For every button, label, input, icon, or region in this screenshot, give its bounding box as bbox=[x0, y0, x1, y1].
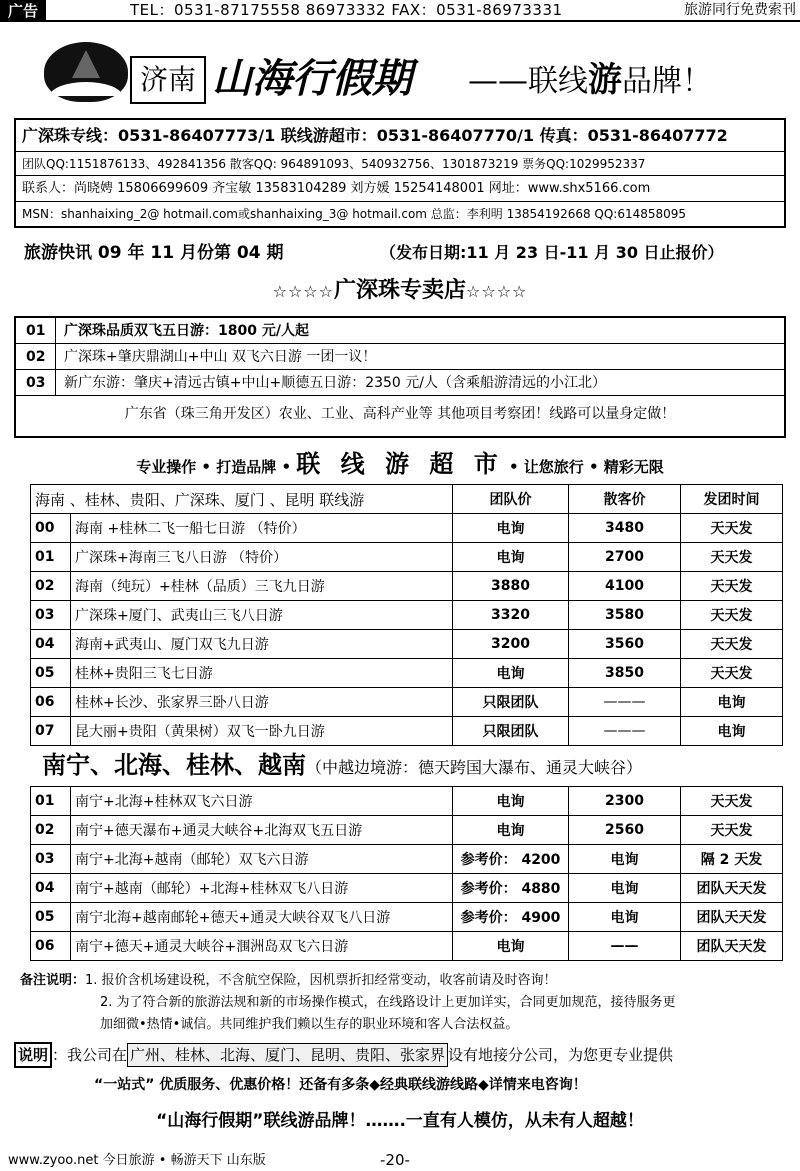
product-box bbox=[14, 316, 786, 438]
departure: 电询 bbox=[681, 717, 783, 746]
departure: 天天发 bbox=[681, 659, 783, 688]
departure: 团队天天发 bbox=[681, 903, 783, 932]
route: 海南（纯玩）+桂林（品质）三飞九日游 bbox=[71, 572, 453, 601]
single-price: 电询 bbox=[569, 903, 681, 932]
departure: 团队天天发 bbox=[681, 932, 783, 961]
departure: 天天发 bbox=[681, 816, 783, 845]
departure: 天天发 bbox=[681, 572, 783, 601]
route: 桂林+贵阳三飞七日游 bbox=[71, 659, 453, 688]
table-row bbox=[31, 903, 783, 932]
single-price: 电询 bbox=[569, 845, 681, 874]
route: 广深珠+海南三飞八日游 （特价） bbox=[71, 543, 453, 572]
explain-b: 设有地接分公司，为您更专业提供 bbox=[448, 1046, 674, 1064]
table-row bbox=[31, 816, 783, 845]
route-table-2 bbox=[30, 786, 783, 961]
explain-line-2: “一站式” 优质服务、优惠价格！还备有多条◆经典联线游线路◆详情来电咨询！ bbox=[94, 1077, 587, 1093]
table-row bbox=[31, 659, 783, 688]
single-price: ——— bbox=[569, 688, 681, 717]
product-text: 新广东游：肇庆+清远古镇+中山+顺德五日游：2350 元/人（含乘船游清远的小江北） bbox=[64, 375, 606, 391]
header-group: 团队价 bbox=[453, 485, 569, 514]
departure: 团队天天发 bbox=[681, 874, 783, 903]
note-3: 加细微•热情•诚信。共同维护我们赖以生存的职业环境和客人合法权益。 bbox=[100, 1017, 519, 1032]
news-title: 旅游快讯 09 年 11 月份第 04 期 bbox=[24, 243, 284, 263]
table-row bbox=[31, 845, 783, 874]
single-price: 2560 bbox=[569, 816, 681, 845]
slogan-a: ——联线 bbox=[468, 64, 588, 99]
row-number: 06 bbox=[31, 688, 71, 717]
news-dates: （发布日期:11 月 23 日-11 月 30 日止报价） bbox=[380, 243, 724, 262]
row-number: 05 bbox=[31, 903, 71, 932]
city-box: 济南 bbox=[130, 56, 206, 104]
group-price: 3200 bbox=[453, 630, 569, 659]
ad-label: 广告 bbox=[0, 0, 46, 22]
table-row bbox=[31, 601, 783, 630]
group-price: 电询 bbox=[453, 816, 569, 845]
single-price: —— bbox=[569, 932, 681, 961]
group-price: 电询 bbox=[453, 932, 569, 961]
row-number: 03 bbox=[31, 845, 71, 874]
mountain-icon bbox=[72, 50, 100, 78]
msn-row: MSN：shanhaixing_2@ hotmail.com或shanhaixing_3@ hotmail.com 总监：李利明 13854192668 QQ:614858095 bbox=[22, 207, 687, 221]
route: 桂林+长沙、张家界三卧八日游 bbox=[71, 688, 453, 717]
row-number: 02 bbox=[31, 572, 71, 601]
row-number: 04 bbox=[31, 630, 71, 659]
row-number: 05 bbox=[31, 659, 71, 688]
brand-name: 山海行假期 bbox=[212, 55, 412, 102]
branch-cities: 广州、桂林、北海、厦门、昆明、贵阳、张家界 bbox=[127, 1043, 448, 1067]
route: 南宁北海+越南邮轮+德天+通灵大峡谷双飞八日游 bbox=[71, 903, 453, 932]
product-text: 广深珠+肇庆鼎湖山+中山 双飞六日游 一团一议！ bbox=[64, 349, 377, 365]
single-price: 4100 bbox=[569, 572, 681, 601]
note-2: 2. 为了符合新的旅游法规和新的市场操作模式，在线路设计上更加详实，合同更加规范，接待服务更 bbox=[100, 995, 676, 1010]
group-price: 只限团队 bbox=[453, 717, 569, 746]
logo-icon bbox=[44, 42, 128, 102]
group-price: 电询 bbox=[453, 659, 569, 688]
departure: 天天发 bbox=[681, 543, 783, 572]
table-header bbox=[31, 485, 783, 514]
route-table-1 bbox=[30, 484, 783, 746]
group-price: 参考价： 4200 bbox=[453, 845, 569, 874]
banner bbox=[0, 446, 800, 485]
route: 昆大丽+贵阳（黄果树）双飞一卧九日游 bbox=[71, 717, 453, 746]
product-row bbox=[16, 344, 784, 370]
group-price: 只限团队 bbox=[453, 688, 569, 717]
slogan-c: 品牌！ bbox=[622, 64, 712, 99]
group-price: 参考价： 4900 bbox=[453, 903, 569, 932]
table-row bbox=[31, 514, 783, 543]
product-row bbox=[16, 318, 784, 344]
route: 南宁+北海+桂林双飞六日游 bbox=[71, 787, 453, 816]
route: 南宁+越南（邮轮）+北海+桂林双飞八日游 bbox=[71, 874, 453, 903]
header-departure: 发团时间 bbox=[681, 485, 783, 514]
single-price: 电询 bbox=[569, 874, 681, 903]
group-price: 3880 bbox=[453, 572, 569, 601]
contact-line: TEL：0531-87175558 86973332 FAX：0531-86973331 bbox=[130, 1, 563, 19]
row-number: 04 bbox=[31, 874, 71, 903]
table-row bbox=[31, 630, 783, 659]
departure: 天天发 bbox=[681, 787, 783, 816]
single-price: ——— bbox=[569, 717, 681, 746]
top-bar bbox=[0, 0, 800, 22]
route: 南宁+北海+越南（邮轮）双飞六日游 bbox=[71, 845, 453, 874]
row-number: 03 bbox=[31, 601, 71, 630]
route: 南宁+德天+通灵大峡谷+涠洲岛双飞六日游 bbox=[71, 932, 453, 961]
row-number: 06 bbox=[31, 932, 71, 961]
single-price: 3480 bbox=[569, 514, 681, 543]
table-row bbox=[31, 572, 783, 601]
header-single: 散客价 bbox=[569, 485, 681, 514]
footer-site: www.zyoo.net 今日旅游 • 畅游天下 山东版 bbox=[8, 1153, 266, 1168]
wave-icon bbox=[50, 82, 122, 96]
route: 海南+武夷山、厦门双飞九日游 bbox=[71, 630, 453, 659]
product-number: 01 bbox=[16, 318, 56, 344]
row-number: 02 bbox=[31, 816, 71, 845]
closing-slogan: “山海行假期”联线游品牌！…….一直有人模仿，从未有人超越！ bbox=[156, 1111, 644, 1131]
row-number: 07 bbox=[31, 717, 71, 746]
departure: 隔 2 天发 bbox=[681, 845, 783, 874]
group-price: 电询 bbox=[453, 787, 569, 816]
note-1-text: 1. 报价含机场建设税，不含航空保险，因机票折扣经常变动，收客前请及时咨询！ bbox=[85, 973, 557, 988]
section-main: 南宁、北海、桂林、越南 bbox=[42, 751, 306, 779]
single-price: 3850 bbox=[569, 659, 681, 688]
departure: 电询 bbox=[681, 688, 783, 717]
banner-c: • 让您旅行 • 精彩无限 bbox=[508, 458, 664, 476]
single-price: 3580 bbox=[569, 601, 681, 630]
header-routes: 海南 、桂林、贵阳、广深珠、厦门 、昆明 联线游 bbox=[31, 485, 453, 514]
product-row bbox=[16, 370, 784, 396]
row-number: 01 bbox=[31, 543, 71, 572]
explain-label: 说明 bbox=[14, 1042, 52, 1068]
slogan-b: 游 bbox=[588, 60, 622, 100]
departure: 天天发 bbox=[681, 630, 783, 659]
route: 南宁+德天瀑布+通灵大峡谷+北海双飞五日游 bbox=[71, 816, 453, 845]
stars-left: ☆☆☆☆ bbox=[272, 282, 334, 301]
notes-label: 备注说明： bbox=[20, 973, 86, 988]
banner-a: 专业操作 • 打造品牌 • bbox=[136, 458, 292, 476]
stars-right: ☆☆☆☆ bbox=[466, 282, 528, 301]
store-title: 广深珠专卖店 bbox=[333, 278, 466, 303]
note-1 bbox=[20, 970, 790, 992]
single-price: 2700 bbox=[569, 543, 681, 572]
tagline: 旅游同行免费索刊 bbox=[684, 2, 796, 18]
departure: 天天发 bbox=[681, 601, 783, 630]
table-row bbox=[31, 874, 783, 903]
hotline-row: 广深珠专线：0531-86407773/1 联线游超市：0531-86407770/1 传真：0531-86407772 bbox=[16, 120, 784, 152]
explain-line-1 bbox=[14, 1040, 794, 1070]
guangdong-note: 广东省（珠三角开发区）农业、工业、高科产业等 其他项目考察团！线路可以量身定做！ bbox=[124, 406, 676, 422]
group-price: 电询 bbox=[453, 514, 569, 543]
explain-a: ：我公司在 bbox=[52, 1046, 128, 1064]
table-row bbox=[31, 543, 783, 572]
contact-box bbox=[14, 118, 786, 228]
group-price: 参考价： 4880 bbox=[453, 874, 569, 903]
product-text: 广深珠品质双飞五日游：1800 元/人起 bbox=[64, 323, 309, 339]
explanation bbox=[14, 1040, 794, 1100]
single-price: 3560 bbox=[569, 630, 681, 659]
banner-b: 联 线 游 超 市 bbox=[296, 450, 504, 478]
contacts-row: 联系人：尚晓娉 15806699609 齐宝敏 13583104289 刘方媛 15254148001 网址：www.shx5166.com bbox=[16, 176, 784, 202]
table-row bbox=[31, 932, 783, 961]
qq-row: 团队QQ:1151876133、492841356 散客QQ: 964891093、540932756、1301873219 票务QQ:1029952337 bbox=[16, 152, 784, 176]
section-title bbox=[42, 750, 642, 783]
group-price: 3320 bbox=[453, 601, 569, 630]
store-heading bbox=[0, 276, 800, 307]
table-row bbox=[31, 787, 783, 816]
notes bbox=[20, 970, 790, 1036]
single-price: 2300 bbox=[569, 787, 681, 816]
row-number: 00 bbox=[31, 514, 71, 543]
route: 广深珠+厦门、武夷山三飞八日游 bbox=[71, 601, 453, 630]
route: 海南 +桂林二飞一船七日游 （特价） bbox=[71, 514, 453, 543]
product-number: 03 bbox=[16, 370, 56, 396]
page-number: -20- bbox=[380, 1151, 410, 1169]
table-row bbox=[31, 688, 783, 717]
table-row bbox=[31, 717, 783, 746]
product-number: 02 bbox=[16, 344, 56, 370]
slogan bbox=[468, 58, 712, 104]
row-number: 01 bbox=[31, 787, 71, 816]
section-sub: （中越边境游：德天跨国大瀑布、通灵大峡谷） bbox=[306, 758, 643, 777]
group-price: 电询 bbox=[453, 543, 569, 572]
footer bbox=[0, 1150, 800, 1171]
departure: 天天发 bbox=[681, 514, 783, 543]
